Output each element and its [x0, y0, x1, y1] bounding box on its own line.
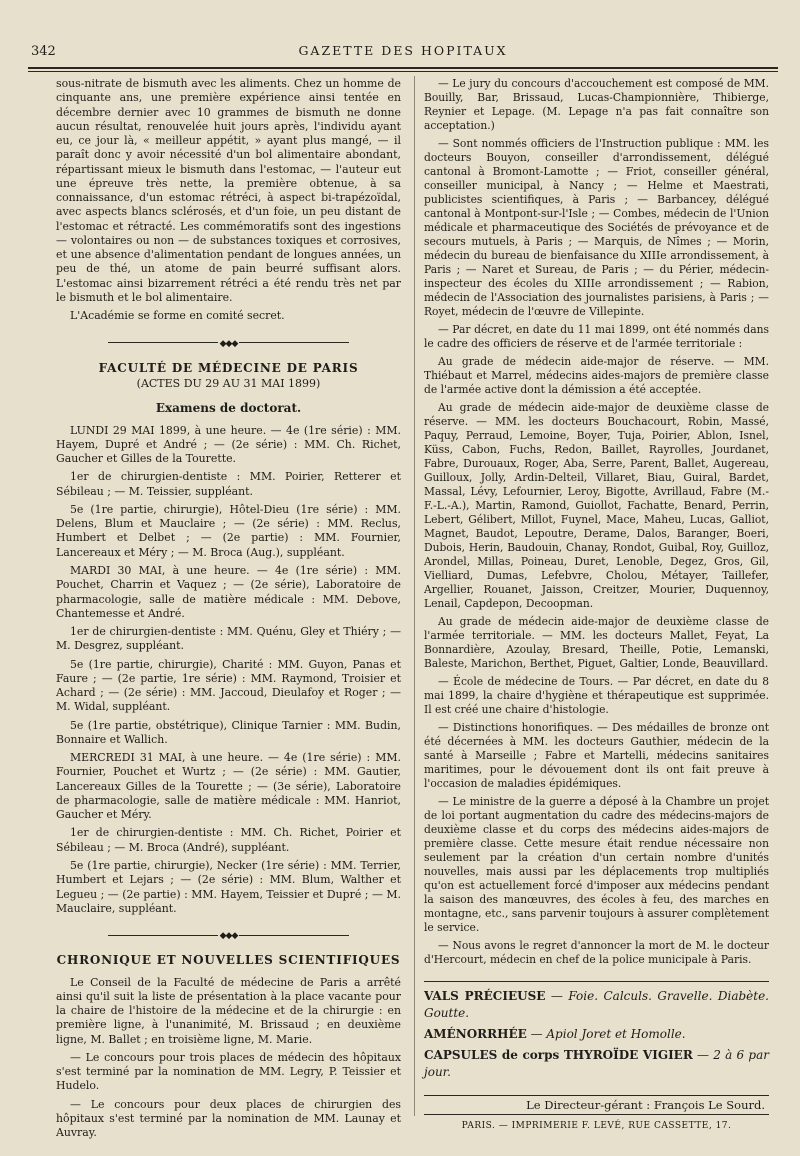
paragraph: 1er de chirurgien-dentiste : MM. Quénu, Gley et Thiéry ; — M. Desgrez, suppléant.: [56, 625, 401, 653]
paragraph: 1er de chirurgien-dentiste : MM. Poirier, Retterer et Sébileau ; — M. Teissier, suppléant.: [56, 470, 401, 498]
paragraph: 5e (1re partie, chirurgie), Necker (1re série) : MM. Terrier, Humbert et Lejars ; — (2e série) : MM. Blum, Walther et Legueu ; — (2e partie) : MM. Hayem, Teissier et Dupré ; — M. Mauclaire, suppléant.: [56, 859, 401, 915]
paragraph: — Le ministre de la guerre a déposé à la Chambre un projet de loi portant augmentation du cadre des médecins-majors de deuxième classe et du corps des médecins aides-majors de première classe. Cette mesure était rendue nécessaire non seulement par la création d'un certain nombre d'unités nouvelles, mais aussi par les déplacements trop multipliés qu'on est actuellement forcé d'imposer aux médecins pendant la saison des manœuvres, des écoles à feu, des marches en montagne, etc., sans parvenir toujours à assurer complètement le service.: [424, 795, 769, 934]
ad-text: — Apiol Joret et Homolle.: [526, 1027, 686, 1041]
left-column: [56, 77, 401, 1145]
ad-title: VALS PRÉCIEUSE: [424, 989, 546, 1003]
paragraph: MERCREDI 31 MAI, à une heure. — 4e (1re série) : MM. Fournier, Pouchet et Wurtz ; — (2e série) : MM. Gautier, Lancereaux Gilles de la Tourette ; — (3e série), Laboratoire de pharmacologie, salle de matière médicale : MM. Hanriot, Gaucher et Méry.: [56, 751, 401, 822]
paragraph: — Distinctions honorifiques. — Des médailles de bronze ont été décernées à MM. les docteurs Gauthier, médecin de la santé à Marseille ; Fabre et Martelli, médecins sanitaires maritimes, pour le dévouement dont ils ont fait preuve à l'occasion de maladies épidémiques.: [424, 721, 769, 790]
paragraph: LUNDI 29 MAI 1899, à une heure. — 4e (1re série) : MM. Hayem, Dupré et André ; — (2e série) : MM. Ch. Richet, Gaucher et Gilles de la Tourette.: [56, 423, 401, 466]
ad-vals: [424, 988, 769, 1022]
ornament-divider: ◆◆◆: [56, 928, 401, 943]
paragraph: — Sont nommés officiers de l'Instruction publique : MM. les docteurs Bouyon, conseiller d'arrondissement, délégué cantonal à Bromont-Lamotte ; — Friot, conseiller général, conseiller municipal, à Nancy ; — Helme et Maestrati, publicistes scientifiques, à Paris ; — Barbancey, délégué cantonal à Montpont-sur-l'Isle ; — Combes, médecin de l'Union médicale et pharmaceutique des Sociétés de prévoyance et de secours mutuels, à Paris ; — Marquis, de Nîmes ; — Morin, médecin du bureau de bienfaisance du XIIIe arrondissement, à Paris ; — Naret et Sureau, de Paris ; — du Périer, médecin-inspecteur des écoles du XIIIe arrondissement ; — Rabion, médecin de l'Association des journalistes parisiens, à Paris ; — Royet, médecin de l'œuvre de Villepinte.: [424, 137, 769, 318]
section-subtitle: (ACTES DU 29 AU 31 MAI 1899): [136, 377, 321, 391]
subheading-examens: Examens de doctorat.: [155, 401, 302, 416]
ad-title: CAPSULES de corps THYROÏDE VIGIER: [424, 1048, 693, 1062]
paragraph: L'Académie se forme en comité secret.: [70, 309, 285, 323]
section-title-faculte: FACULTÉ DE MÉDECINE DE PARIS: [98, 360, 359, 375]
column-divider: [414, 76, 415, 1116]
paragraph: sous-nitrate de bismuth avec les aliments. Chez un homme de cinquante ans, une première expérience ainsi tentée en décembre dernier avec 10 grammes de bismuth ne donne aucun résultat, renouvelée huit jours après, l'individu ayant eu, ce jour là, « meilleur appétit, » ayant plus mangé, — il paraît donc y avoir nécessité d'un bol alimentaire abondant, répartissant mieux le bismuth dans l'estomac, — l'auteur eut une épreuve très nette, la première obtenue, à sa connaissance, d'un estomac rétréci, à aspect bi-trapézoïdal, avec aspects blancs sclérosés, et d'un foie, un peu distant de l'estomac et rétracté. Les commémoratifs sont des ingestions — volontaires ou non — de substances toxiques et corrosives, et une absence d'alimentation pendant de longues années, un peu de thé, un atome de pain beurré suffisant alors. L'estomac ainsi bizarrement rétréci a été rendu très net par le bismuth et le bol alimentaire.: [56, 77, 401, 304]
paragraph: 1er de chirurgien-dentiste : MM. Ch. Richet, Poirier et Sébileau ; — M. Broca (André), suppléant.: [56, 826, 401, 854]
header-rule: [28, 67, 778, 69]
paragraph: — Le concours pour trois places de médecin des hôpitaux s'est terminé par la nomination de MM. Legry, P. Teissier et Hudelo.: [56, 1050, 401, 1093]
ad-text: — Foie. Calculs. Gravelle. Diabète. Goutte.: [424, 989, 770, 1020]
paragraph: — Nous avons le regret d'annoncer la mort de M. le docteur d'Hercourt, médecin en chef de la police municipale à Paris.: [424, 939, 769, 966]
paragraph-italic-lead: Au grade de médecin aide-major de deuxième classe de l'armée territoriale. — MM. les docteurs Mallet, Feyat, La Bonnardière, Azoulay, Bresard, Theille, Potie, Lemanski, Baleste, Marichon, Berthet, Piguet, Galtier, Londe, Beauvillard.: [424, 615, 769, 670]
ad-text: — 2 à 6 par jour.: [424, 1048, 769, 1079]
section-title-chronique: CHRONIQUE ET NOUVELLES SCIENTIFIQUES: [56, 953, 401, 968]
paragraph: 5e (1re partie, chirurgie), Charité : MM. Guyon, Panas et Faure ; — (2e partie, 1re série) : MM. Raymond, Troisier et Achard ; — (2e série) : MM. Jaccoud, Dieulafoy et Roger ; — M. Widal, suppléant.: [56, 657, 401, 714]
paragraph: MARDI 30 MAI, à une heure. — 4e (1re série) : MM. Pouchet, Charrin et Vaquez ; — (2e série), Laboratoire de pharmacologie, salle de matière médicale : MM. Debove, Chantemesse et André.: [56, 563, 401, 620]
header-rule-thin: [28, 71, 778, 72]
paragraph-italic-lead: Au grade de médecin aide-major de réserve. — MM. Thiébaut et Marrel, médecins aides-majors de première classe de l'armée active dont la démission a été acceptée.: [424, 355, 769, 396]
imprint: PARIS. — IMPRIMERIE F. LEVÉ, RUE CASSETTE, 17.: [461, 1121, 732, 1131]
paragraph: — Le concours pour deux places de chirurgien des hôpitaux s'est terminé par la nomination de MM. Launay et Auvray.: [56, 1097, 401, 1140]
paragraph: 5e (1re partie, obstétrique), Clinique Tarnier : MM. Budin, Bonnaire et Wallich.: [56, 718, 401, 746]
paragraph: — Par décret, en date du 11 mai 1899, ont été nommés dans le cadre des officiers de réserve et de l'armée territoriale :: [424, 323, 769, 350]
running-title: GAZETTE DES HOPITAUX: [298, 43, 508, 58]
page-number: 342: [31, 44, 56, 59]
directeur-gerant: Le Directeur-gérant : François Le Sourd.: [424, 1095, 769, 1115]
paragraph: Le Conseil de la Faculté de médecine de Paris a arrêté ainsi qu'il suit la liste de présentation à la place vacante pour la chaire de l'histoire de la médecine et de la chirurgie : en première ligne, à l'unanimité, M. Brissaud ; en deuxième ligne, M. Ballet ; en troisième ligne, M. Marie.: [56, 975, 401, 1046]
ad-title: AMÉNORRHÉE: [424, 1027, 527, 1041]
paragraph-italic-lead: Au grade de médecin aide-major de deuxième classe de réserve. — MM. les docteurs Bouchacourt, Robin, Massé, Paquy, Perraud, Lemoine, Boyer, Tuja, Poirier, Ablon, Isnel, Küss, Cabon, Fuchs, Redon, Baillet, Rayrolles, Jourdanet, Fabre, Durouaux, Roger, Aba, Serre, Parent, Ballet, Augereau, Guilloux, Jolly, Ardin-Delteil, Villaret, Biau, Guiral, Bardet, Massal, Lévy, Lefournier, Leroy, Bigotte, Avrillaud, Fabre (M.-F.-L.-A.), Martin, Ramond, Guiollot, Fachatte, Benard, Perrin, Lebert, Gélibert, Millot, Fuynel, Mace, Maheu, Lucas, Galliot, Magnet, Baudot, Lepoutre, Derame, Dalos, Baranger, Boeri, Dubois, Herin, Baudouin, Chanay, Rondot, Guibal, Roy, Guilloz, Arondel, Millas, Poineau, Duret, Lenoble, Degez, Gros, Gil, Vielliard, Dumas, Lefebvre, Cholou, Métayer, Taillefer, Argellier, Rouanet, Jaisson, Creitzer, Mourier, Duquennoy, Lenail, Capdepon, Decoopman.: [424, 401, 769, 610]
ad-amenorrhee: [424, 1026, 769, 1043]
paragraph: — École de médecine de Tours. — Par décret, en date du 8 mai 1899, la chaire d'hygiène et thérapeutique est supprimée. Il est créé une chaire d'histologie.: [424, 675, 769, 716]
page-header: [28, 40, 778, 62]
ad-capsules: [424, 1047, 769, 1081]
paragraph: — Le jury du concours d'accouchement est composé de MM. Bouilly, Bar, Brissaud, Lucas-Championnière, Thibierge, Reynier et Lepage. (M. Lepage n'a pas fait connaître son acceptation.): [424, 77, 769, 132]
right-column: [424, 77, 769, 1133]
paragraph: 5e (1re partie, chirurgie), Hôtel-Dieu (1re série) : MM. Delens, Blum et Mauclaire ; — (2e série) : MM. Reclus, Humbert et Delbet ; — (2e partie) : MM. Fournier, Lancereaux et Méry ; — M. Broca (Aug.), suppléant.: [56, 502, 401, 559]
ornament-divider: ◆◆◆: [56, 336, 401, 351]
advertisements: [424, 981, 769, 1081]
